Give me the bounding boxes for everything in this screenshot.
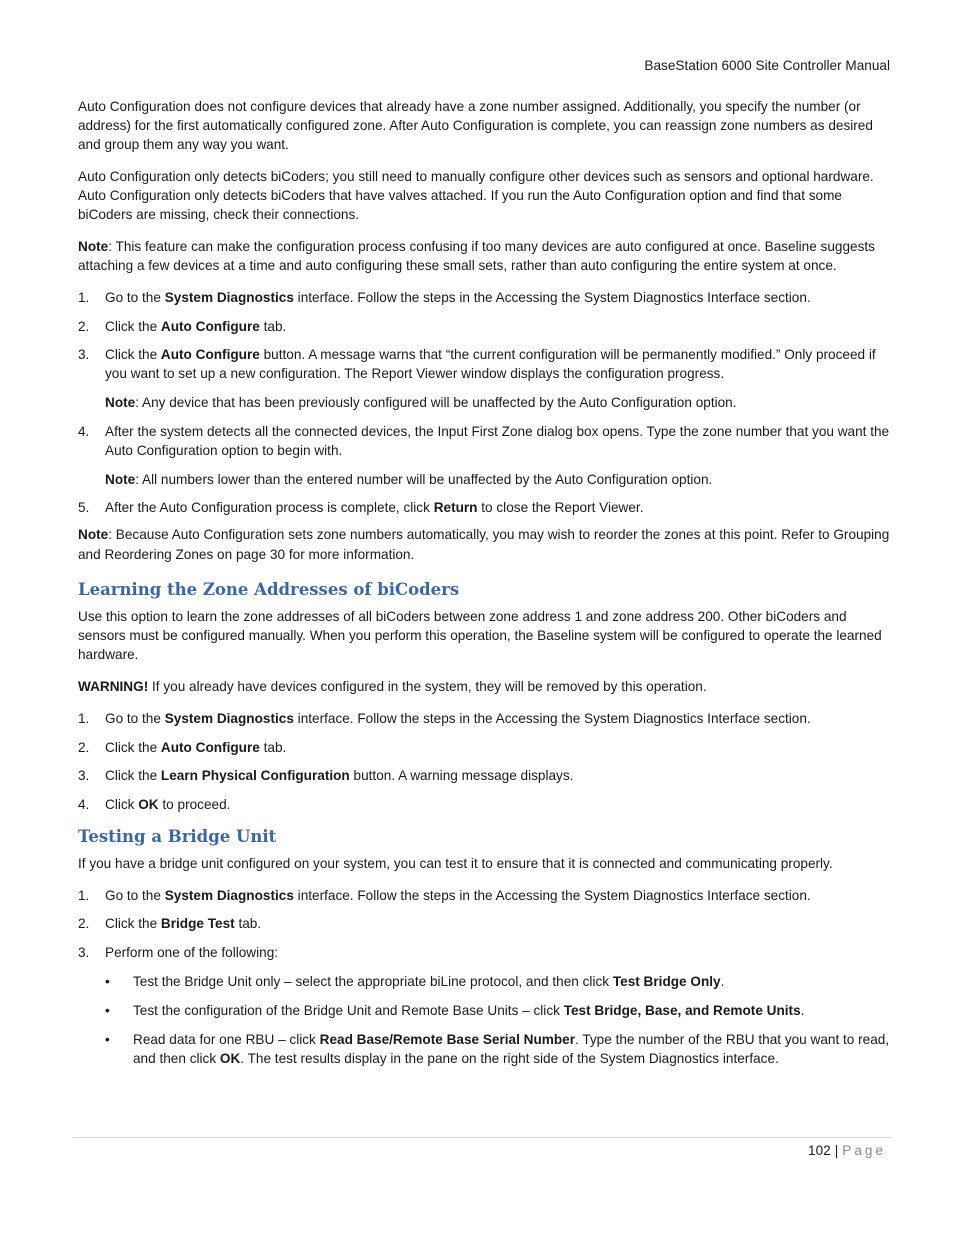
step-text: Click (105, 796, 139, 812)
step-item (78, 317, 890, 336)
footer-divider (73, 1137, 892, 1138)
note-label: Note (105, 471, 136, 487)
page-word: Page (842, 1143, 886, 1158)
step-text: interface. Follow the steps in the Accessing the System Diagnostics Interface section. (293, 290, 811, 305)
note-text: : Any device that has been previously configured will be unaffected by the Auto Configuration option. (135, 395, 737, 410)
bridge-options (105, 972, 890, 1068)
bullet-bold: Test Bridge Only (612, 973, 721, 989)
step-text: Go to the (105, 290, 165, 305)
step-text: button. A warning message displays. (349, 768, 574, 783)
step-note (105, 470, 890, 489)
step-bold: Auto Configure (160, 347, 260, 362)
step-text: to close the Report Viewer. (477, 500, 644, 515)
step-bold: System Diagnostics (164, 887, 294, 903)
auto-config-steps (78, 288, 890, 517)
step-item (78, 288, 890, 307)
intro-paragraph-1: Auto Configuration does not configure devices that already have a zone number assigned. Additionally, you specify the number (or address) for the first automatically configured zone. After Auto Configuration is complete, you can reassign zone numbers as desired and group them any way you want. (78, 99, 873, 152)
step-number: 1. (78, 711, 90, 726)
bullet-icon: • (105, 1031, 110, 1047)
step-text: Go to the (105, 887, 165, 903)
step-number: 5. (78, 500, 90, 515)
bullet-text: Read data for one RBU – click (133, 1031, 320, 1047)
step-item (78, 914, 890, 933)
bullet-text: . The test results display in the pane on the right side of the System Diagnostics interface. (240, 1050, 779, 1066)
step-text: Click the (105, 768, 161, 783)
bullet-text: Test the configuration of the Bridge Unit and Remote Base Units – click (133, 1002, 564, 1018)
bullet-text: . (720, 973, 725, 989)
step-item (78, 886, 890, 905)
step-item (78, 345, 890, 412)
step-text: to proceed. (158, 796, 231, 812)
footer-separator: | (834, 1143, 839, 1158)
step-text: Click the (105, 347, 161, 362)
step-bold: Auto Configure (160, 739, 260, 755)
step-text: After the Auto Configuration process is complete, click (105, 500, 434, 515)
step-bold: Return (433, 500, 478, 515)
section-heading-learning: Learning the Zone Addresses of biCoders (78, 580, 460, 599)
intro-paragraph-2: Auto Configuration only detects biCoders; you still need to manually configure other devices such as sensors and optional hardware. Auto Configuration only detects biCoders that have valves attached. If you run the Auto Configuration option and find that some biCoders are missing, check their connections. (78, 169, 874, 222)
step-number: 2. (78, 916, 90, 931)
page-body (78, 97, 890, 1078)
step-item (78, 422, 890, 489)
step-text: Click the (105, 318, 161, 334)
running-header: BaseStation 6000 Site Controller Manual (644, 58, 890, 73)
note-text: : All numbers lower than the entered number will be unaffected by the Auto Configuration option. (135, 471, 713, 487)
step-text: Perform one of the following: (105, 944, 279, 960)
step-item (78, 738, 890, 757)
step-note (105, 393, 890, 412)
step-number: 1. (78, 290, 90, 305)
bullet-icon: • (105, 973, 110, 989)
note-label: Note (78, 239, 109, 254)
step-text: Click the (105, 739, 161, 755)
bullet-item (105, 1001, 890, 1020)
step-number: 3. (78, 347, 90, 362)
step-bold: System Diagnostics (164, 290, 294, 305)
step-text: Go to the (105, 711, 165, 726)
step-number: 4. (78, 796, 90, 812)
bridge-paragraph: If you have a bridge unit configured on your system, you can test it to ensure that it is connected and communicating properly. (78, 855, 833, 871)
bullet-item (105, 972, 890, 991)
bullet-text: Test the Bridge Unit only – select the appropriate biLine protocol, and then click (133, 973, 613, 989)
step-item (78, 709, 890, 728)
step-bold: System Diagnostics (164, 711, 294, 726)
section-heading-bridge: Testing a Bridge Unit (78, 826, 277, 846)
step-item (78, 766, 890, 785)
bullet-text: . (800, 1002, 805, 1018)
step-text: After the system detects all the connected devices, the Input First Zone dialog box opens. Type the zone number that you want the Auto Configuration option to begin with. (105, 423, 890, 458)
step-text: tab. (234, 916, 262, 931)
warning-text: If you already have devices configured in the system, they will be removed by this operation. (148, 679, 707, 694)
note-text: : This feature can make the configuration process confusing if too many devices are auto configured at once. Baseline suggests attaching a few devices at a time and auto configuring these small sets, rather than auto configuring the entire system at once. (78, 239, 875, 273)
step-item (78, 498, 890, 517)
page-footer (808, 1141, 886, 1160)
learning-steps (78, 709, 890, 814)
page-number: 102 (808, 1143, 831, 1158)
learning-warning (78, 677, 890, 696)
step-text: tab. (259, 318, 287, 334)
step-text: Click the (105, 916, 161, 931)
bullet-text: . Type the number of the RBU that you want to read, and then click (133, 1031, 890, 1066)
step-item (78, 943, 890, 1068)
step-text: button. A message warns that “the current configuration will be permanently modified.” Only proceed if you want to set up a new configuration. The Report Viewer window displays the configuration progress. (105, 347, 876, 381)
warning-label: WARNING! (78, 679, 149, 694)
bullet-icon: • (105, 1002, 110, 1018)
bullet-bold: Read Base/Remote Base Serial Number (319, 1031, 576, 1047)
bullet-bold: Test Bridge, Base, and Remote Units (563, 1002, 801, 1018)
intro-note (78, 237, 890, 275)
reorder-note (78, 525, 890, 565)
bullet-item (105, 1030, 890, 1068)
step-text: interface. Follow the steps in the Accessing the System Diagnostics Interface section. (293, 711, 811, 726)
step-number: 3. (78, 768, 90, 783)
note-text: : Because Auto Configuration sets zone numbers automatically, you may wish to reorder the zones at this point. Refer to Grouping and Reordering Zones on page 30 for more information. (78, 527, 890, 562)
bullet-bold: OK (219, 1050, 241, 1066)
step-number: 2. (78, 739, 90, 755)
step-bold: OK (138, 796, 159, 812)
step-item (78, 795, 890, 814)
note-label: Note (78, 527, 109, 542)
learning-paragraph: Use this option to learn the zone addresses of all biCoders between zone address 1 and zone address 200. Other biCoders and sensors must be configured manually. When you perform this operation, the Baseline system will be configured to operate the learned hardware. (78, 609, 882, 662)
step-bold: Bridge Test (160, 916, 235, 931)
note-label: Note (105, 395, 136, 410)
step-number: 2. (78, 318, 90, 334)
step-bold: Auto Configure (160, 318, 260, 334)
step-number: 3. (78, 944, 90, 960)
step-number: 4. (78, 423, 90, 439)
step-bold: Learn Physical Configuration (160, 768, 350, 783)
step-number: 1. (78, 887, 90, 903)
bridge-steps (78, 886, 890, 1068)
step-text: interface. Follow the steps in the Accessing the System Diagnostics Interface section. (293, 887, 811, 903)
step-text: tab. (259, 739, 287, 755)
